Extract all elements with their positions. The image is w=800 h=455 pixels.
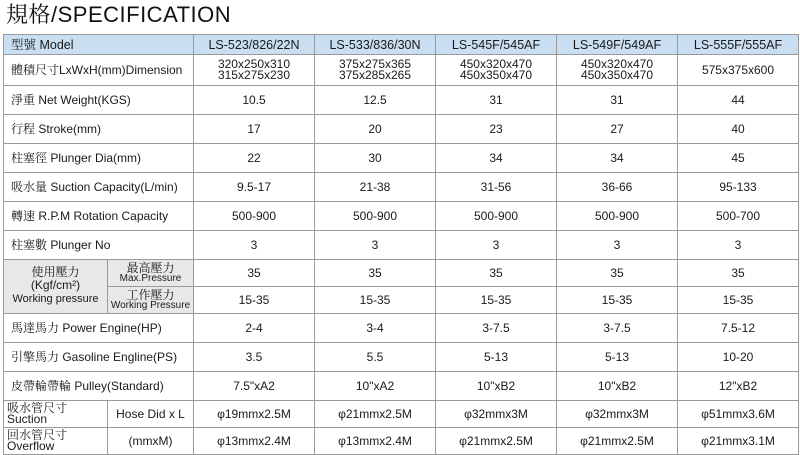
working-pressure-en: Working Pressure [110, 299, 191, 311]
max-pressure-row [4, 260, 799, 287]
cell: 15-35 [194, 287, 315, 314]
dimension-value: 450x320x470 [459, 57, 533, 71]
pulley-row [4, 372, 799, 401]
cell: 3-7.5 [436, 314, 557, 343]
dimension-value: 315x275x230 [217, 68, 291, 82]
cell: 36-66 [557, 173, 678, 202]
row-label: 柱塞數 Plunger No [4, 231, 194, 260]
page-title: 規格/SPECIFICATION [6, 2, 232, 27]
cell: 3 [557, 231, 678, 260]
row-label: 轉速 R.P.M Rotation Capacity [4, 202, 194, 231]
row-label: 柱塞徑 Plunger Dia(mm) [4, 144, 194, 173]
cell: 27 [557, 115, 678, 144]
dimension-cell [557, 55, 678, 86]
cell: 10"xB2 [436, 372, 557, 401]
plunger-no-row [4, 231, 799, 260]
cell: 31 [436, 86, 557, 115]
dimension-value: 450x350x470 [459, 68, 533, 82]
cell: 3 [436, 231, 557, 260]
cell: 20 [315, 115, 436, 144]
cell: φ32mmx3M [436, 401, 557, 428]
header-row [4, 35, 799, 55]
row-label: 馬達馬力 Power Engine(HP) [4, 314, 194, 343]
suction-unit: Hose Did x L [108, 401, 194, 428]
specification-table [3, 34, 799, 455]
cell: 35 [557, 260, 678, 287]
overflow-en: Overflow [7, 439, 55, 453]
cell: 15-35 [678, 287, 799, 314]
cell: 35 [436, 260, 557, 287]
cell: 40 [678, 115, 799, 144]
model-name: LS-549F/549AF [557, 35, 678, 55]
cell: 3-4 [315, 314, 436, 343]
suction-label [4, 401, 108, 428]
cell: 35 [678, 260, 799, 287]
cell: φ21mmx3.1M [678, 428, 799, 455]
model-name: LS-555F/555AF [678, 35, 799, 55]
cell: 10.5 [194, 86, 315, 115]
cell: 35 [315, 260, 436, 287]
pressure-unit: (Kgf/cm²) [30, 278, 81, 292]
max-pressure-label [108, 260, 194, 287]
overflow-hose-row [4, 428, 799, 455]
dimension-cell [678, 55, 799, 86]
cell: 34 [436, 144, 557, 173]
pressure-en: Working pressure [12, 293, 99, 305]
cell: φ19mmx2.5M [194, 401, 315, 428]
cell: 3.5 [194, 343, 315, 372]
dimension-value: 375x275x365 [338, 57, 412, 71]
row-label: 皮帶輪帶輪 Pulley(Standard) [4, 372, 194, 401]
cell: 22 [194, 144, 315, 173]
power-engine-row [4, 314, 799, 343]
net-weight-row [4, 86, 799, 115]
model-name: LS-533/836/30N [315, 35, 436, 55]
overflow-cn: 回水管尺寸 [7, 428, 68, 442]
cell: φ13mmx2.4M [194, 428, 315, 455]
cell: 500-900 [557, 202, 678, 231]
suction-hose-row [4, 401, 799, 428]
cell: 44 [678, 86, 799, 115]
suction-cn: 吸水管尺寸 [7, 401, 68, 415]
cell: 500-900 [315, 202, 436, 231]
cell: 45 [678, 144, 799, 173]
row-label: 行程 Stroke(mm) [4, 115, 194, 144]
cell: 15-35 [557, 287, 678, 314]
cell: 5.5 [315, 343, 436, 372]
max-pressure-en: Max.Pressure [119, 272, 182, 284]
cell: φ32mmx3M [557, 401, 678, 428]
cell: 12"xB2 [678, 372, 799, 401]
cell: 30 [315, 144, 436, 173]
cell: 23 [436, 115, 557, 144]
cell: 35 [194, 260, 315, 287]
suction-en: Suction [7, 412, 48, 426]
dimension-value: 320x250x310 [217, 57, 291, 71]
cell: φ21mmx2.5M [315, 401, 436, 428]
cell: 21-38 [315, 173, 436, 202]
cell: φ21mmx2.5M [557, 428, 678, 455]
dimension-value: 575x375x600 [701, 62, 775, 77]
row-label: 引擎馬力 Gasoline Engline(PS) [4, 343, 194, 372]
model-label: 型號 Model [4, 35, 194, 55]
cell: 31 [557, 86, 678, 115]
cell: 10-20 [678, 343, 799, 372]
dimension-value: 375x285x265 [338, 68, 412, 82]
cell: 12.5 [315, 86, 436, 115]
cell: 31-56 [436, 173, 557, 202]
cell: 3 [194, 231, 315, 260]
working-pressure-sub-label [108, 287, 194, 314]
model-name: LS-523/826/22N [194, 35, 315, 55]
cell: 3 [678, 231, 799, 260]
cell: 15-35 [436, 287, 557, 314]
stroke-row [4, 115, 799, 144]
cell: 5-13 [557, 343, 678, 372]
cell: φ51mmx3.6M [678, 401, 799, 428]
cell: 10"xA2 [315, 372, 436, 401]
cell: 7.5-12 [678, 314, 799, 343]
cell: 5-13 [436, 343, 557, 372]
cell: 500-900 [194, 202, 315, 231]
dimension-cell [436, 55, 557, 86]
working-pressure-label [4, 260, 108, 314]
dimension-cell [315, 55, 436, 86]
cell: 500-900 [436, 202, 557, 231]
pressure-cn: 使用壓力 [31, 265, 80, 279]
rpm-row [4, 202, 799, 231]
dimension-value: 450x320x470 [580, 57, 654, 71]
cell: 9.5-17 [194, 173, 315, 202]
dimension-cell [194, 55, 315, 86]
cell: 15-35 [315, 287, 436, 314]
max-pressure-cn: 最高壓力 [126, 260, 175, 275]
cell: 2-4 [194, 314, 315, 343]
row-label: 吸水量 Suction Capacity(L/min) [4, 173, 194, 202]
cell: φ21mmx2.5M [436, 428, 557, 455]
dimension-label: 體積尺寸LxWxH(mm)Dimension [4, 55, 194, 86]
model-name: LS-545F/545AF [436, 35, 557, 55]
dimension-row [4, 55, 799, 86]
cell: 95-133 [678, 173, 799, 202]
cell: 500-700 [678, 202, 799, 231]
cell: φ13mmx2.4M [315, 428, 436, 455]
cell: 17 [194, 115, 315, 144]
working-pressure-cn: 工作壓力 [126, 287, 175, 302]
cell: 34 [557, 144, 678, 173]
overflow-unit: (mmxM) [108, 428, 194, 455]
cell: 7.5"xA2 [194, 372, 315, 401]
cell: 3 [315, 231, 436, 260]
cell: 10"xB2 [557, 372, 678, 401]
suction-capacity-row [4, 173, 799, 202]
dimension-value: 450x350x470 [580, 68, 654, 82]
plunger-dia-row [4, 144, 799, 173]
row-label: 淨重 Net Weight(KGS) [4, 86, 194, 115]
cell: 3-7.5 [557, 314, 678, 343]
working-pressure-row [4, 287, 799, 314]
gasoline-engine-row [4, 343, 799, 372]
overflow-label [4, 428, 108, 455]
